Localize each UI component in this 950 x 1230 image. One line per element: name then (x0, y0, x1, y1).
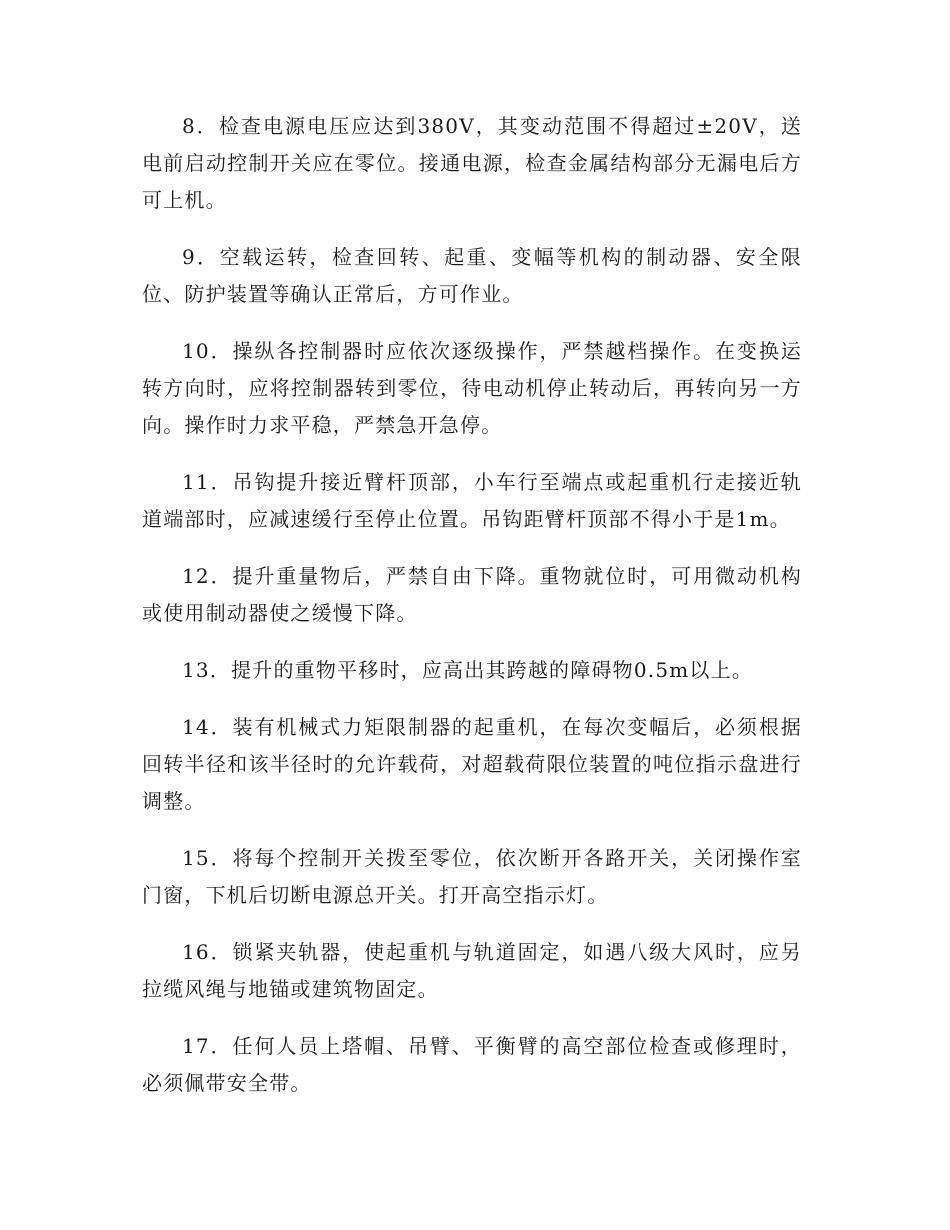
paragraph-item-15: 15．将每个控制开关拨至零位，依次断开各路开关，关闭操作室门窗，下机后切断电源总开关。打开高空指示灯。 (142, 846, 802, 907)
paragraph-item-13: 13．提升的重物平移时，应高出其跨越的障碍物0.5m以上。 (182, 658, 754, 682)
paragraph-item-16: 16．锁紧夹轨器，使起重机与轨道固定，如遇八级大风时，应另拉缆风绳与地锚或建筑物固定。 (142, 940, 802, 1001)
paragraph-item-8: 8．检查电源电压应达到380V，其变动范围不得超过±20V，送电前启动控制开关应在零位。接通电源，检查金属结构部分无漏电后方可上机。 (142, 114, 802, 212)
paragraph-item-14: 14．装有机械式力矩限制器的起重机，在每次变幅后，必须根据回转半径和该半径时的允许载荷，对超载荷限位装置的吨位指示盘进行调整。 (142, 715, 802, 813)
paragraph-item-9: 9．空载运转，检查回转、起重、变幅等机构的制动器、安全限位、防护装置等确认正常后，方可作业。 (142, 245, 802, 306)
document-body (142, 108, 802, 1122)
paragraph-item-12: 12．提升重量物后，严禁自由下降。重物就位时，可用微动机构或使用制动器使之缓慢下降。 (142, 564, 802, 625)
paragraph-item-11: 11．吊钩提升接近臂杆顶部，小车行至端点或起重机行走接近轨道端部时，应减速缓行至停止位置。吊钩距臂杆顶部不得小于是1m。 (142, 470, 802, 531)
paragraph-item-17: 17．任何人员上塔帽、吊臂、平衡臂的高空部位检查或修理时，必须佩带安全带。 (142, 1034, 802, 1095)
paragraph-item-10: 10．操纵各控制器时应依次逐级操作，严禁越档操作。在变换运转方向时，应将控制器转到零位，待电动机停止转动后，再转向另一方向。操作时力求平稳，严禁急开急停。 (142, 339, 802, 437)
